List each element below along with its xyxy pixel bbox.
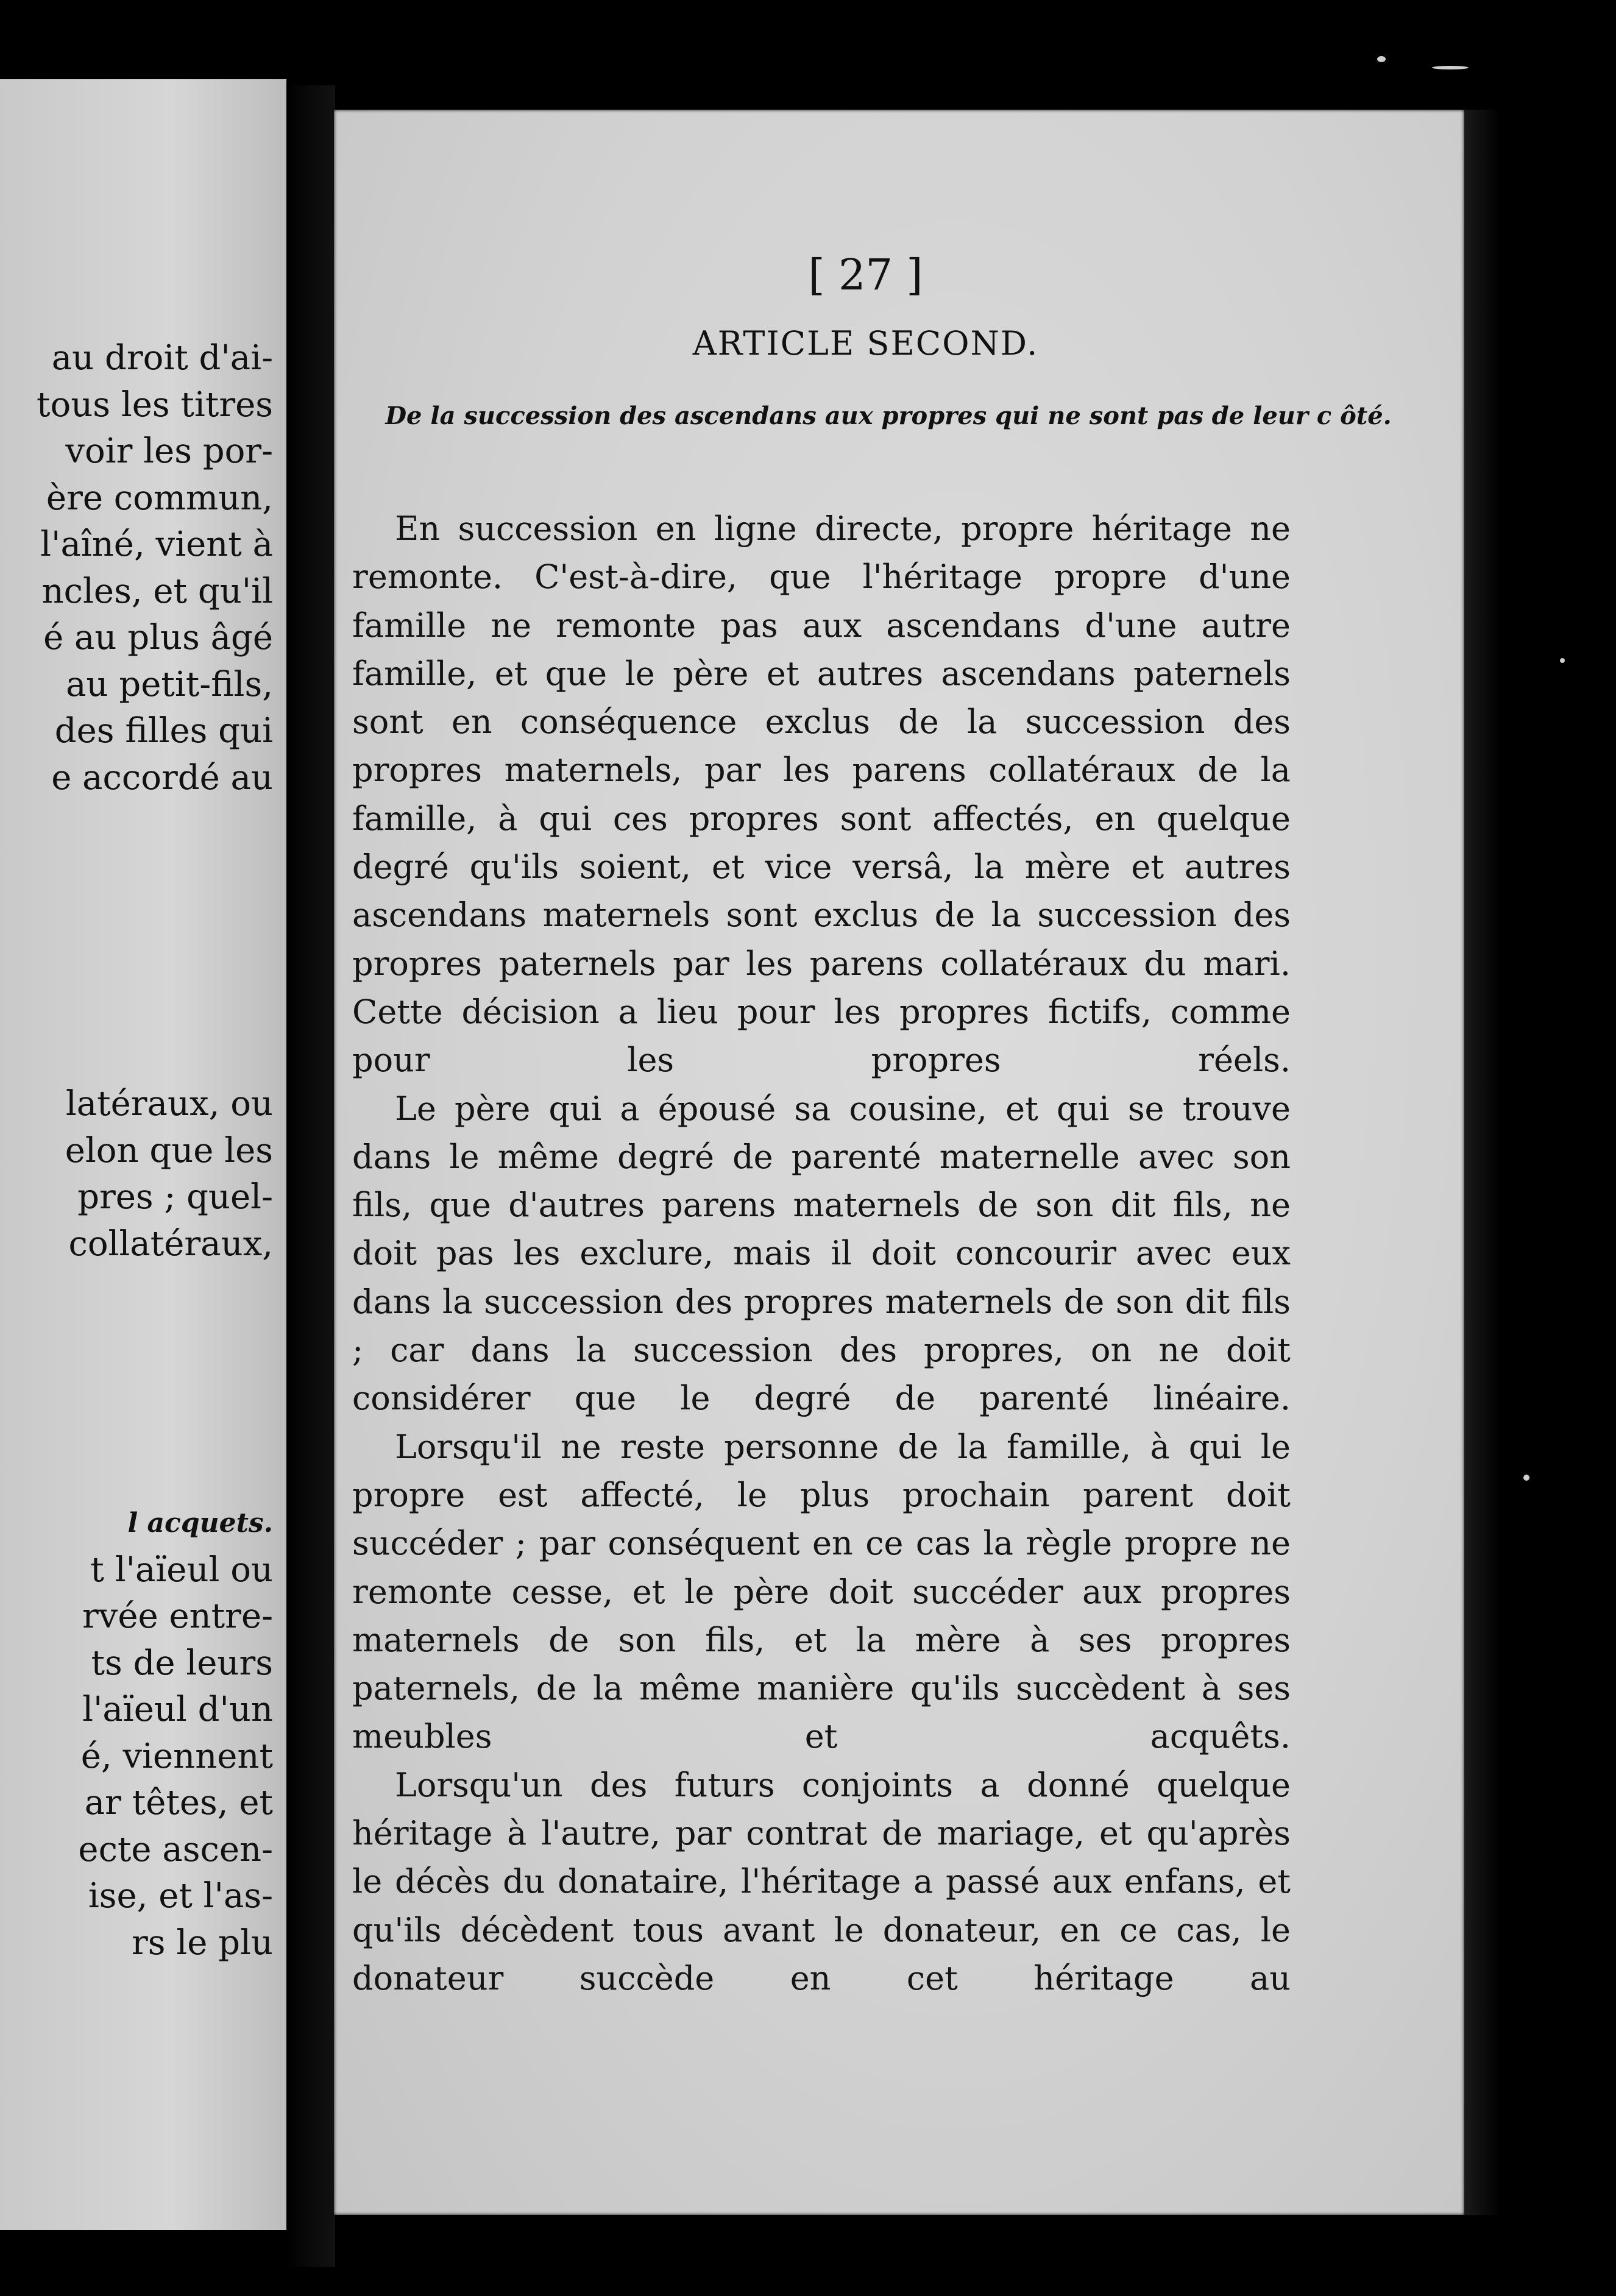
left-line: t l'aïeul ou [90,1550,273,1590]
article-heading: ARTICLE SECOND. [692,324,1039,363]
left-line: é, viennent [80,1736,273,1776]
left-line: ère commun, [46,478,273,518]
left-line: e accordé au [51,757,273,798]
left-line: collatéraux, [68,1224,273,1264]
left-line: tous les titres [37,384,273,425]
left-page-text [0,335,273,1966]
left-line: l'aïeul d'un [82,1690,273,1729]
left-line: au petit-fils, [66,664,273,704]
left-line: des filles qui [54,711,273,751]
left-line: ncles, et qu'il [41,571,273,611]
left-line: l acquets. [127,1508,273,1539]
left-line: ar têtes, et [84,1783,273,1823]
left-line: au droit d'ai- [51,338,273,378]
left-line: voir les por- [65,431,273,471]
left-line: rvée entre- [82,1596,273,1636]
left-facing-page [0,79,286,2230]
left-faded-gap [0,801,273,1081]
left-line: rs le plu [132,1922,273,1963]
left-line: ecte ascen- [78,1829,273,1869]
left-line: elon que les [65,1130,273,1171]
paragraph: Le père qui a épousé sa cousine, et qui se trouve dans le même degré de parenté maternelle avec son fils, que d'autres parens maternels de son dit fils, ne doit pas les exclure, mais il doit concourir avec eux dans la succession des propres maternels de son dit fils ; car dans la succession des propres, on ne doit considérer que le degré de parenté linéaire. [352,1089,1291,1418]
page-body [352,505,1291,2002]
page-number: [ 27 ] [808,250,923,300]
dust-speck [1560,658,1565,663]
left-line: pres ; quel- [77,1177,273,1217]
left-line: latéraux, ou [65,1084,273,1124]
dust-speck [1523,1475,1529,1481]
book-gutter [286,85,335,2267]
paragraph: En succession en ligne directe, propre héritage ne remonte. C'est-à-dire, que l'héritage propre d'une famille ne remonte pas aux ascendans d'une autre famille, et que le père et autres ascendans paternels sont en conséquence exclus de la succession des propres maternels, par les parens collatéraux de la famille, à qui ces propres sont affectés, en quelque degré qu'ils soient, et vice versâ, la mère et autres ascendans maternels sont exclus de la succession des propres paternels par les parens collatéraux du mari. Cette décision a lieu pour les propres fictifs, comme pour les propres réels. [352,509,1291,1080]
left-line: ts de leurs [91,1643,273,1683]
book-edge [1464,110,1501,2215]
left-faded-gap [0,1267,273,1500]
left-line: ise, et l'as- [88,1876,273,1916]
paragraph: Lorsqu'un des futurs conjoints a donné quelque héritage à l'autre, par contrat de mariage, et qu'après le décès du donataire, l'héritage a passé aux enfans, et qu'ils décèdent tous avant le donateur, en ce cas, le donateur succède en cet héritage au [352,1765,1291,1997]
dust-speck [1377,56,1386,62]
article-subheading: De la succession des ascendans aux propres qui ne sont pas de leur c ôté. [385,402,1392,430]
paragraph: Lorsqu'il ne reste personne de la famille, à qui le propre est affecté, le plus prochain parent doit succéder ; par conséquent en ce cas la règle propre ne remonte cesse, et le père doit succéder aux propres maternels de son fils, et la mère à ses propres paternels, de la même manière qu'ils succèdent à ses meubles et acquêts. [352,1427,1291,1756]
left-line: é au plus âgé [43,618,273,657]
dust-speck [1432,66,1469,69]
left-line: l'aîné, vient à [40,525,273,564]
page-27 [334,110,1464,2215]
